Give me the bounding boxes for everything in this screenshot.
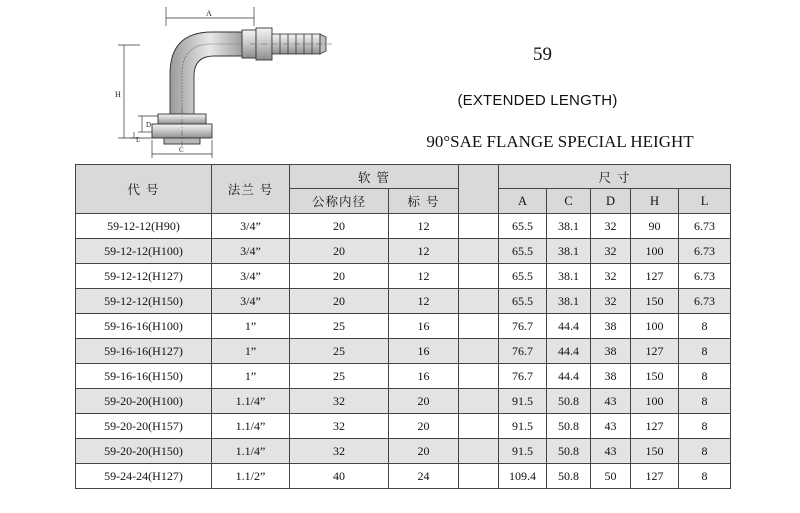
page-title: 90°SAE FLANGE SPECIAL HEIGHT	[426, 132, 694, 151]
cell-a: 65.5	[499, 214, 547, 239]
cell-spacer	[459, 414, 499, 439]
cell-hose-no: 20	[389, 439, 459, 464]
cell-hose-no: 12	[389, 239, 459, 264]
cell-flange: 1”	[212, 314, 290, 339]
cell-d: 43	[591, 389, 631, 414]
cell-a: 65.5	[499, 264, 547, 289]
table-row	[76, 464, 731, 489]
cell-l: 8	[679, 464, 731, 489]
header-l: L	[679, 189, 731, 214]
table-row	[76, 439, 731, 464]
cell-a: 76.7	[499, 364, 547, 389]
cell-flange: 3/4”	[212, 214, 290, 239]
cell-h: 100	[631, 314, 679, 339]
dimension-l	[130, 132, 152, 138]
header-a: A	[499, 189, 547, 214]
cell-c: 44.4	[547, 339, 591, 364]
cell-h: 90	[631, 214, 679, 239]
dimension-h-label: H	[115, 90, 121, 99]
cell-flange: 1.1/4”	[212, 389, 290, 414]
fitting-drawing	[100, 4, 340, 160]
header-c: C	[547, 189, 591, 214]
cell-h: 100	[631, 239, 679, 264]
cell-l: 6.73	[679, 214, 731, 239]
header-hose: 软 管	[290, 165, 459, 189]
cell-c: 50.8	[547, 389, 591, 414]
cell-flange: 1.1/2”	[212, 464, 290, 489]
cell-code: 59-24-24(H127)	[76, 464, 212, 489]
cell-hose-no: 20	[389, 389, 459, 414]
cell-l: 8	[679, 364, 731, 389]
cell-a: 76.7	[499, 339, 547, 364]
cell-d: 32	[591, 214, 631, 239]
dimension-l-label: L	[136, 136, 141, 144]
cell-a: 65.5	[499, 239, 547, 264]
table-row	[76, 289, 731, 314]
cell-flange: 3/4”	[212, 289, 290, 314]
dimension-d-label: D	[146, 121, 152, 129]
cell-d: 43	[591, 439, 631, 464]
cell-h: 127	[631, 339, 679, 364]
cell-spacer	[459, 389, 499, 414]
cell-hose-no: 16	[389, 364, 459, 389]
cell-c: 50.8	[547, 414, 591, 439]
dimension-a-label: A	[206, 9, 212, 18]
flange	[152, 114, 212, 144]
cell-hose-id: 25	[290, 314, 389, 339]
cell-code: 59-12-12(H100)	[76, 239, 212, 264]
cell-a: 65.5	[499, 289, 547, 314]
cell-d: 32	[591, 239, 631, 264]
cell-hose-id: 32	[290, 414, 389, 439]
cell-flange: 3/4”	[212, 239, 290, 264]
cell-hose-id: 25	[290, 339, 389, 364]
cell-code: 59-20-20(H100)	[76, 389, 212, 414]
cell-l: 6.73	[679, 239, 731, 264]
table-row	[76, 314, 731, 339]
cell-spacer	[459, 339, 499, 364]
cell-d: 38	[591, 364, 631, 389]
cell-hose-id: 20	[290, 214, 389, 239]
cell-code: 59-20-20(H157)	[76, 414, 212, 439]
cell-hose-id: 20	[290, 239, 389, 264]
cell-spacer	[459, 314, 499, 339]
cell-spacer	[459, 214, 499, 239]
cell-a: 109.4	[499, 464, 547, 489]
cell-a: 91.5	[499, 389, 547, 414]
cell-a: 76.7	[499, 314, 547, 339]
cell-hose-no: 12	[389, 214, 459, 239]
cell-hose-id: 40	[290, 464, 389, 489]
dimension-c-label: C	[179, 146, 184, 154]
cell-spacer	[459, 364, 499, 389]
cell-h: 150	[631, 364, 679, 389]
cell-spacer	[459, 239, 499, 264]
cell-l: 8	[679, 339, 731, 364]
cell-spacer	[459, 289, 499, 314]
table-row	[76, 364, 731, 389]
cell-code: 59-12-12(H150)	[76, 289, 212, 314]
cell-hose-no: 24	[389, 464, 459, 489]
cell-h: 127	[631, 464, 679, 489]
cell-l: 8	[679, 389, 731, 414]
cell-h: 150	[631, 439, 679, 464]
cell-d: 38	[591, 339, 631, 364]
cell-h: 150	[631, 289, 679, 314]
cell-c: 44.4	[547, 364, 591, 389]
cell-hose-id: 20	[290, 289, 389, 314]
table-row	[76, 264, 731, 289]
cell-code: 59-16-16(H150)	[76, 364, 212, 389]
table-row	[76, 414, 731, 439]
cell-hose-id: 32	[290, 389, 389, 414]
cell-code: 59-12-12(H90)	[76, 214, 212, 239]
table-row	[76, 214, 731, 239]
cell-l: 6.73	[679, 289, 731, 314]
table-row	[76, 239, 731, 264]
cell-flange: 3/4”	[212, 264, 290, 289]
cell-c: 50.8	[547, 439, 591, 464]
header-flange: 法兰 号	[212, 165, 290, 214]
cell-hose-no: 12	[389, 289, 459, 314]
cell-hose-no: 16	[389, 314, 459, 339]
cell-c: 38.1	[547, 264, 591, 289]
cell-h: 100	[631, 389, 679, 414]
header-d: D	[591, 189, 631, 214]
cell-flange: 1”	[212, 339, 290, 364]
cell-d: 38	[591, 314, 631, 339]
spec-table	[75, 164, 731, 489]
cell-code: 59-16-16(H100)	[76, 314, 212, 339]
subtitle: (EXTENDED LENGTH)	[457, 92, 618, 109]
header-dimensions: 尺 寸	[499, 165, 731, 189]
header-h: H	[631, 189, 679, 214]
cell-hose-no: 16	[389, 339, 459, 364]
dimension-h	[118, 45, 140, 138]
cell-d: 32	[591, 264, 631, 289]
cell-flange: 1”	[212, 364, 290, 389]
cell-flange: 1.1/4”	[212, 414, 290, 439]
cell-d: 32	[591, 289, 631, 314]
cell-hose-id: 20	[290, 264, 389, 289]
cell-d: 50	[591, 464, 631, 489]
cell-l: 8	[679, 314, 731, 339]
cell-c: 44.4	[547, 314, 591, 339]
cell-h: 127	[631, 414, 679, 439]
cell-flange: 1.1/4”	[212, 439, 290, 464]
table-row	[76, 389, 731, 414]
cell-c: 50.8	[547, 464, 591, 489]
cell-hose-id: 25	[290, 364, 389, 389]
cell-l: 6.73	[679, 264, 731, 289]
cell-spacer	[459, 439, 499, 464]
cell-l: 8	[679, 439, 731, 464]
cell-a: 91.5	[499, 414, 547, 439]
cell-code: 59-16-16(H127)	[76, 339, 212, 364]
spec-table-body	[76, 214, 731, 489]
cell-c: 38.1	[547, 214, 591, 239]
model-number: 59	[533, 44, 552, 65]
cell-hose-no: 20	[389, 414, 459, 439]
table-row	[76, 339, 731, 364]
cell-hose-no: 12	[389, 264, 459, 289]
cell-spacer	[459, 464, 499, 489]
cell-d: 43	[591, 414, 631, 439]
header-code: 代 号	[76, 165, 212, 214]
cell-l: 8	[679, 414, 731, 439]
cell-c: 38.1	[547, 239, 591, 264]
header-hose-id: 公称内径	[290, 189, 389, 214]
cell-a: 91.5	[499, 439, 547, 464]
cell-c: 38.1	[547, 289, 591, 314]
header-spacer	[459, 165, 499, 214]
cell-spacer	[459, 264, 499, 289]
cell-code: 59-20-20(H150)	[76, 439, 212, 464]
cell-code: 59-12-12(H127)	[76, 264, 212, 289]
cell-hose-id: 32	[290, 439, 389, 464]
cell-h: 127	[631, 264, 679, 289]
header-hose-no: 标 号	[389, 189, 459, 214]
